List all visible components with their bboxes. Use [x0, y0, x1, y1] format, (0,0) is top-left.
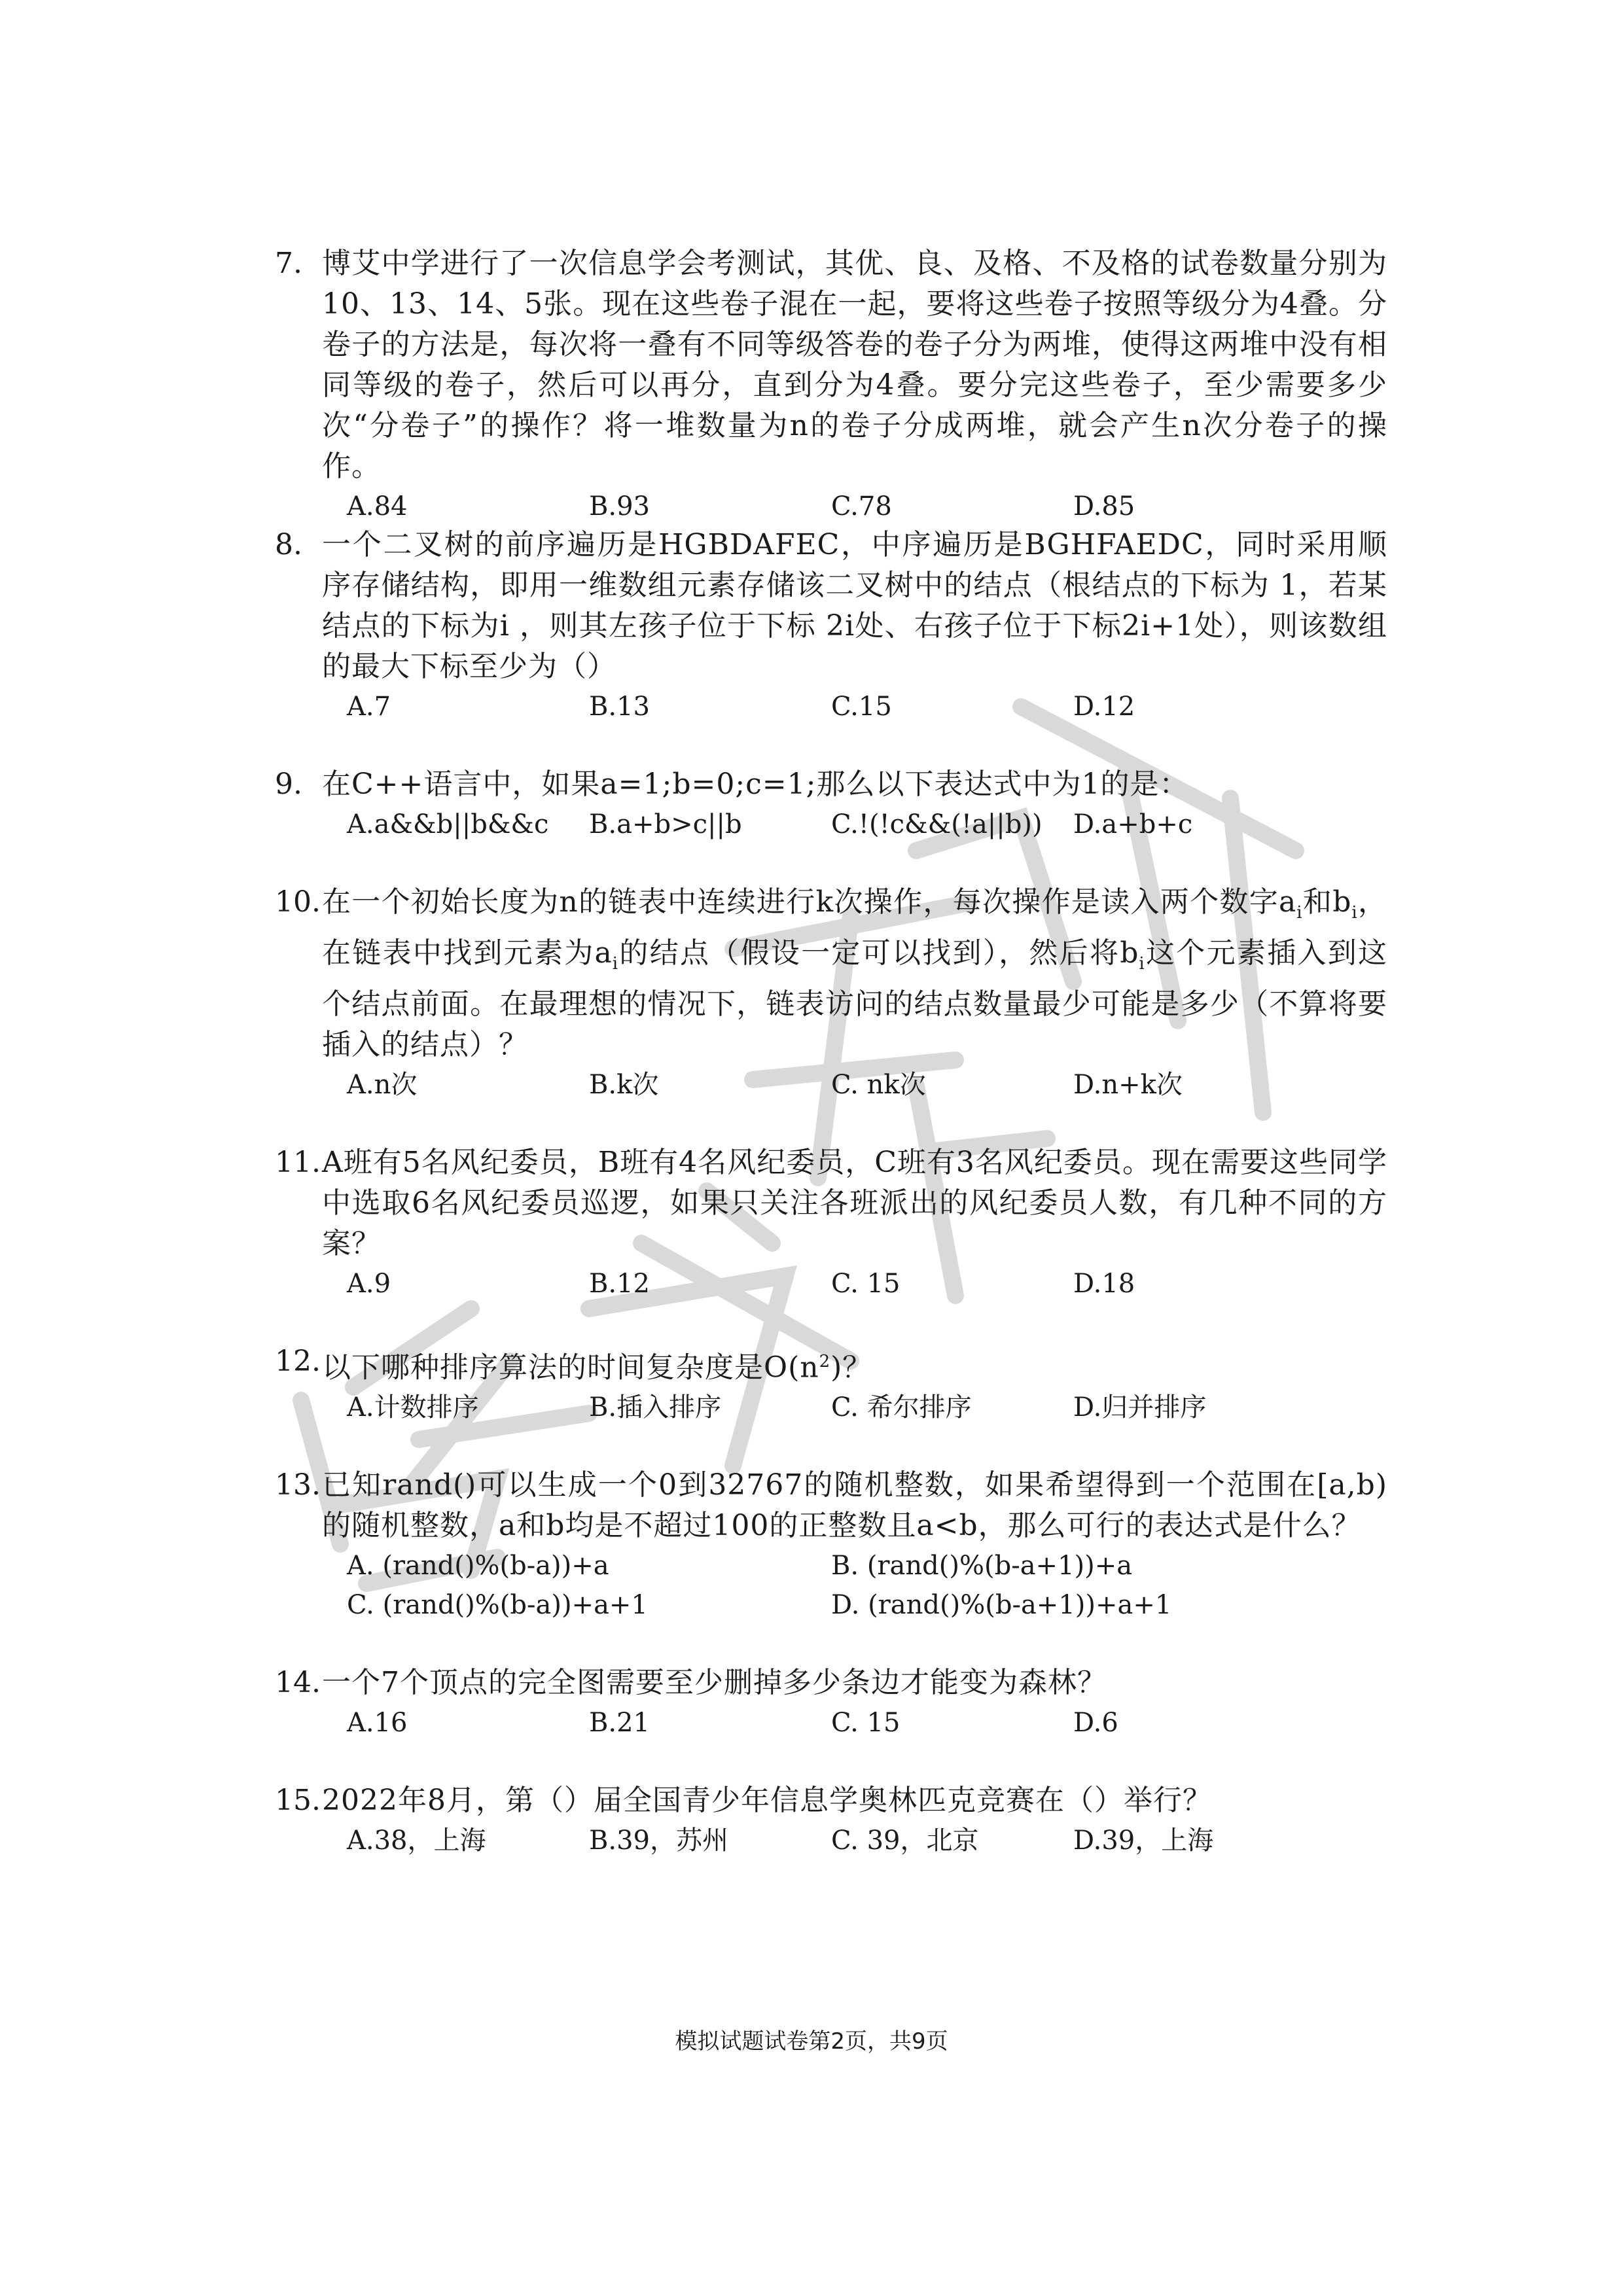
question-number: 11.: [275, 1145, 321, 1179]
options: [347, 1065, 1387, 1104]
options: [347, 1388, 1387, 1427]
question-text: 已知rand()可以生成一个0到32767的随机整数，如果希望得到一个范围在[a,b)的随机整数，a和b均是不超过100的正整数且a<b，那么可行的表达式是什么？: [322, 1468, 1387, 1543]
option-c[interactable]: C. nk次: [831, 1069, 926, 1100]
options: [347, 1546, 1387, 1625]
option-b[interactable]: B.插入排序: [589, 1392, 722, 1423]
option-b[interactable]: B.21: [589, 1708, 651, 1739]
option-a[interactable]: A.16: [347, 1708, 408, 1739]
option-d[interactable]: D.85: [1073, 491, 1135, 521]
option-d[interactable]: D. (rand()%(b-a+1))+a+1: [831, 1590, 1172, 1621]
question-number: 10.: [275, 885, 321, 919]
question-number: 8.: [275, 528, 302, 561]
option-c[interactable]: C.78: [831, 491, 892, 521]
question-text: 在一个初始长度为n的链表中连续进行k次操作，每次操作是读入两个数字$a_i$和$b_i$，在链表中找到元素为$a_i$的结点（假设一定可以找到），然后将$b_i$这个元素插入到这个结点前面。在最理想的情况下，链表访问的结点数量最少可能是多少（不算将要插入的结点）？: [322, 885, 1388, 1061]
option-d[interactable]: D.n+k次: [1073, 1069, 1183, 1100]
option-b[interactable]: B. (rand()%(b-a+1))+a: [831, 1551, 1133, 1581]
option-b[interactable]: B.93: [589, 491, 651, 521]
option-d[interactable]: D.39，上海: [1073, 1826, 1214, 1856]
options: [347, 1703, 1387, 1742]
question-10: [275, 882, 1387, 1104]
option-c[interactable]: C. 希尔排序: [831, 1392, 972, 1423]
option-c[interactable]: C. (rand()%(b-a))+a+1: [347, 1590, 648, 1621]
option-c[interactable]: C.!(!c&&(!a||b)): [831, 809, 1043, 839]
option-a[interactable]: A.a&&b||b&&c: [347, 809, 549, 839]
option-b[interactable]: B.12: [589, 1268, 651, 1299]
option-b[interactable]: B.39，苏州: [589, 1826, 729, 1856]
option-c[interactable]: C. 15: [831, 1268, 901, 1299]
options: [347, 687, 1387, 726]
option-b[interactable]: B.a+b>c||b: [589, 809, 742, 839]
option-d[interactable]: D.a+b+c: [1073, 809, 1193, 839]
question-13: [275, 1465, 1387, 1625]
question-list: [275, 243, 1387, 1860]
option-d[interactable]: D.18: [1073, 1268, 1135, 1299]
question-14: [275, 1663, 1387, 1742]
question-number: 9.: [275, 768, 302, 801]
options: [347, 1264, 1387, 1303]
question-text: 以下哪种排序算法的时间复杂度是$O(n^2)$？: [322, 1351, 872, 1385]
question-number: 14.: [275, 1666, 321, 1700]
option-a[interactable]: A.n次: [347, 1069, 418, 1100]
question-9: [275, 764, 1387, 844]
question-text: 2022年8月，第（）届全国青少年信息学奥林匹克竞赛在（）举行？: [322, 1784, 1212, 1818]
question-8: [275, 525, 1387, 726]
option-c[interactable]: C. 39，北京: [831, 1826, 979, 1856]
option-a[interactable]: A.84: [347, 491, 408, 521]
question-text: 博艾中学进行了一次信息学会考测试，其优、良、及格、不及格的试卷数量分别为10、13、14、5张。现在这些卷子混在一起，要将这些卷子按照等级分为4叠。分卷子的方法是，每次将一叠有不同等级答卷的卷子分为两堆，使得这两堆中没有相同等级的卷子，然后可以再分，直到分为4叠。要分完这些卷子，至少需要多少次“分卷子”的操作？将一堆数量为n的卷子分成两堆，就会产生n次分卷子的操作。: [322, 247, 1387, 483]
options: [347, 487, 1387, 526]
question-number: 13.: [275, 1468, 321, 1502]
question-text: 一个7个顶点的完全图需要至少删掉多少条边才能变为森林？: [322, 1666, 1107, 1700]
question-7: [275, 243, 1387, 521]
option-c[interactable]: C.15: [831, 692, 892, 722]
option-d[interactable]: D.6: [1073, 1708, 1118, 1739]
question-number: 15.: [275, 1784, 321, 1818]
option-a[interactable]: A. (rand()%(b-a))+a: [347, 1551, 609, 1581]
option-d[interactable]: D.12: [1073, 692, 1135, 722]
options: [347, 805, 1387, 844]
question-15: [275, 1780, 1387, 1860]
question-number: 7.: [275, 247, 302, 280]
option-a[interactable]: A.38，上海: [347, 1826, 486, 1856]
option-a[interactable]: A.计数排序: [347, 1392, 479, 1423]
question-text: 在C++语言中，如果a=1;b=0;c=1;那么以下表达式中为1的是：: [322, 768, 1189, 801]
option-b[interactable]: B.13: [589, 692, 651, 722]
question-12: [275, 1341, 1387, 1428]
option-a[interactable]: A.9: [347, 1268, 391, 1299]
option-b[interactable]: B.k次: [589, 1069, 659, 1100]
question-text: 一个二叉树的前序遍历是HGBDAFEC，中序遍历是BGHFAEDC，同时采用顺序存储结构，即用一维数组元素存储该二叉树中的结点（根结点的下标为 1，若某结点的下标为i ，则其左孩子位于下标 2i处、右孩子位于下标2i+1处），则该数组的最大下标至少为（）: [322, 528, 1387, 683]
option-d[interactable]: D.归并排序: [1073, 1392, 1207, 1423]
option-a[interactable]: A.7: [347, 692, 391, 722]
option-c[interactable]: C. 15: [831, 1708, 901, 1739]
question-text: A班有5名风纪委员，B班有4名风纪委员，C班有3名风纪委员。现在需要这些同学中选取6名风纪委员巡逻，如果只关注各班派出的风纪委员人数，有几种不同的方案？: [322, 1145, 1387, 1260]
page-footer: 模拟试题试卷第2页，共9页: [675, 2028, 948, 2055]
options: [347, 1821, 1387, 1860]
question-11: [275, 1142, 1387, 1303]
question-number: 12.: [275, 1344, 321, 1378]
